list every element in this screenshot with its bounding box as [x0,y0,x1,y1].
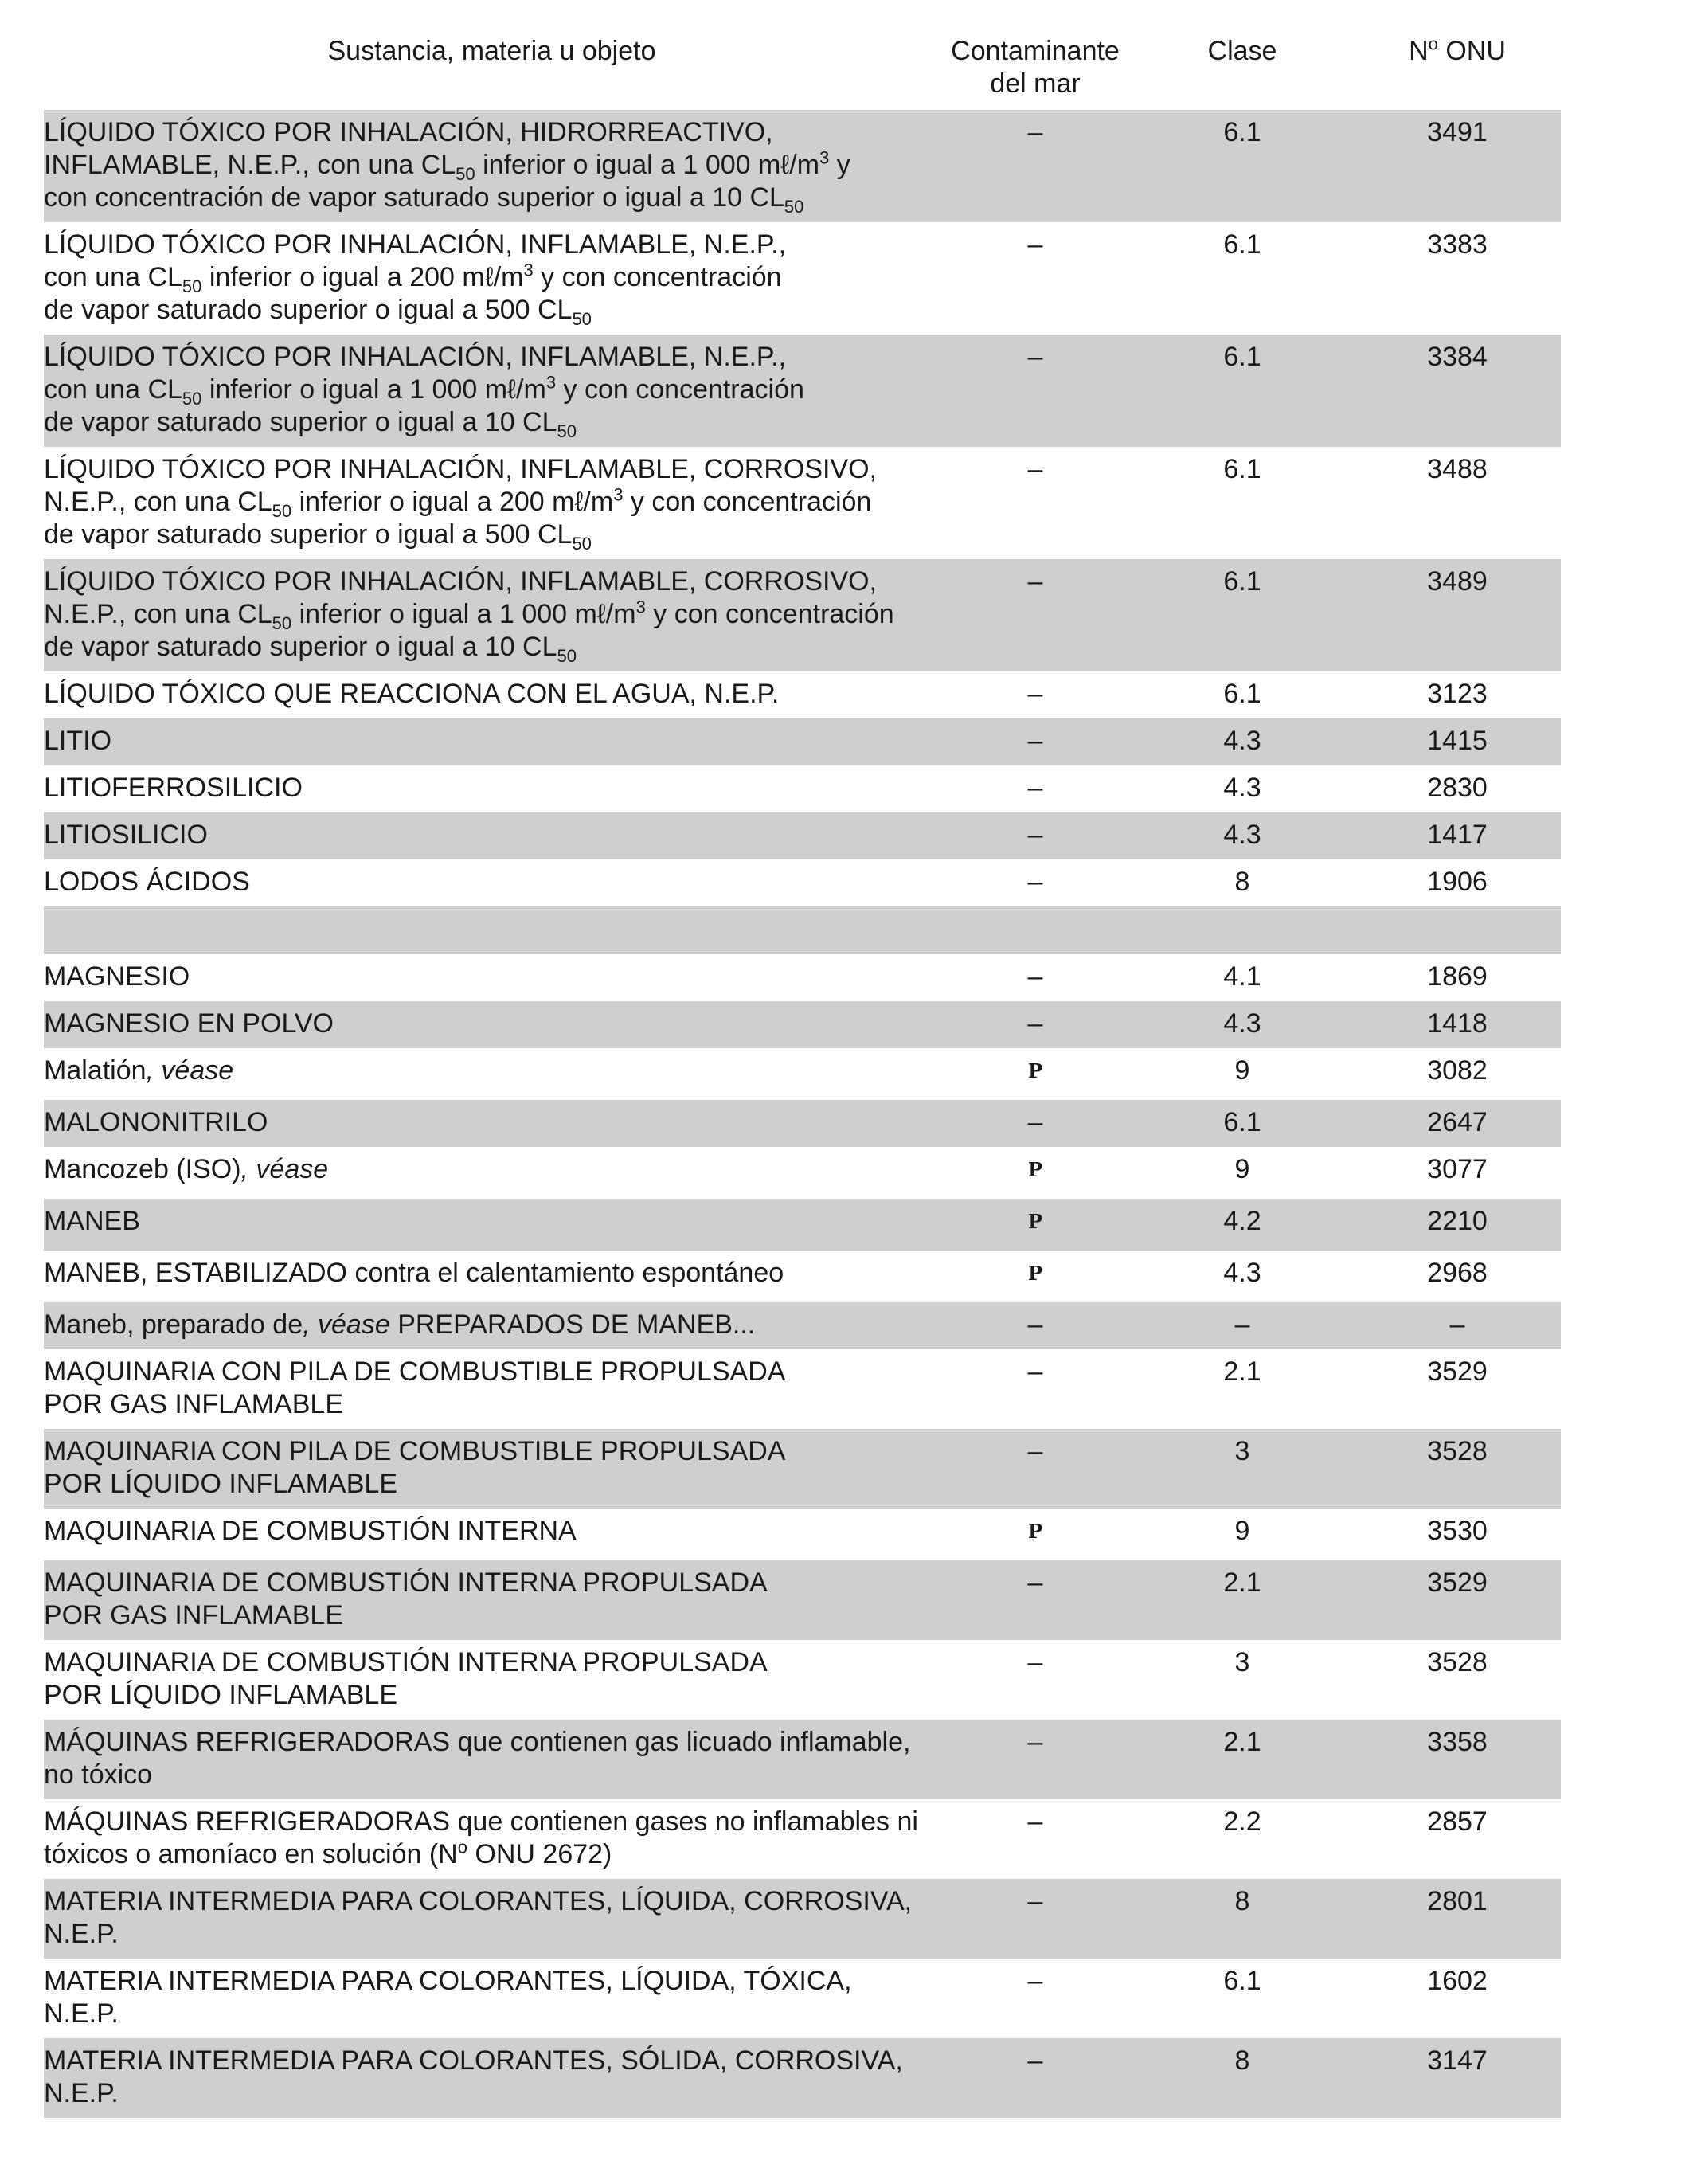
table-row [44,1349,1561,1429]
header-marine-line1: Contaminante [951,36,1120,66]
un-number-cell: 3489 [1354,559,1561,671]
marine-pollutant-cell [940,1147,1131,1199]
marine-pollutant-value: – [1027,1008,1043,1039]
marine-pollutant-cell [940,1879,1131,1959]
marine-pollutant-cell [940,718,1131,765]
substance-name-segment: LITIOFERROSILICIO [44,773,303,803]
substance-name-segment: inferior o igual a 1 000 mℓ/m [201,374,546,405]
substance-name-segment: MAQUINARIA DE COMBUSTIÓN INTERNA PROPULSADA [44,1568,768,1598]
substance-name-segment: o [457,1837,467,1857]
un-number-cell: 2801 [1354,1879,1561,1959]
substance-name-cell [44,1879,940,1959]
substance-name-segment: MAGNESIO [44,961,190,992]
substance-name-cell [44,812,940,859]
substance-name-segment: no tóxico [44,1759,153,1790]
substance-name-cell [44,1199,940,1251]
marine-pollutant-cell [940,1640,1131,1720]
substance-name-segment: 50 [182,388,202,409]
header-un-prefix: N [1409,36,1429,66]
class-cell: 2.1 [1223,1356,1261,1387]
class-cell [1131,906,1354,954]
marine-pollutant-cell [940,1302,1131,1349]
substance-name-segment: POR LÍQUIDO INFLAMABLE [44,1680,397,1710]
substance-name-cell [44,1959,940,2038]
marine-pollutant-value: – [1027,679,1043,709]
table-row [44,2038,1561,2118]
table-row [44,1560,1561,1640]
class-cell: 6.1 [1131,110,1354,222]
substance-name-segment: PREPARADOS DE MANEB... [389,1309,756,1340]
substance-name-cell [44,1251,940,1302]
substance-name-segment: , véase [303,1309,390,1340]
substance-name-segment: LODOS ÁCIDOS [44,867,250,897]
substance-name-segment: MAQUINARIA DE COMBUSTIÓN INTERNA PROPULSADA [44,1647,768,1677]
substance-name-segment: 50 [182,276,202,296]
header-un-suffix: ONU [1437,36,1506,66]
table-row [44,1720,1561,1799]
marine-pollutant-cell [940,1251,1131,1302]
marine-pollutant-mark: P [1027,1158,1043,1181]
substance-name-segment: y con concentración [533,262,782,292]
substance-name-segment: MAQUINARIA DE COMBUSTIÓN INTERNA [44,1516,577,1546]
table-row [44,222,1561,335]
substance-name-cell [44,1001,940,1048]
substance-name-cell [44,1509,940,1560]
substance-name-cell [44,222,940,335]
un-number-cell: 2647 [1354,1100,1561,1147]
substance-name-cell [44,1720,940,1799]
substance-name-segment: MATERIA INTERMEDIA PARA COLORANTES, LÍQUIDA, CORROSIVA, [44,1886,913,1916]
marine-pollutant-value: – [1027,2045,1043,2076]
class-cell: 9 [1234,1055,1250,1086]
table-row [44,671,1561,718]
table-row [44,859,1561,906]
substance-name-segment: 50 [557,645,577,666]
substance-name-segment: 3 [635,597,646,617]
substance-name-segment: con una CL [44,262,182,292]
substance-name-segment: INFLAMABLE, N.E.P., con una CL [44,150,456,180]
un-number-cell: 1602 [1427,1966,1488,1996]
class-cell: 4.1 [1223,961,1261,992]
substance-name-segment: MANEB [44,1206,140,1236]
substance-name-segment: LÍQUIDO TÓXICO QUE REACCIONA CON EL AGUA, N.E.P. [44,679,780,709]
table-row [44,1640,1561,1720]
table-row [44,1199,1561,1251]
substance-name-cell [44,1100,940,1147]
marine-pollutant-value: – [1027,1568,1043,1598]
class-cell: 6.1 [1131,335,1354,447]
table-row [44,1100,1561,1147]
substance-name-segment: y con concentración [623,487,872,517]
substance-name-segment: inferior o igual a 1 000 mℓ/m [475,150,820,180]
substance-name-cell [44,447,940,559]
un-number-cell: – [1354,1302,1561,1349]
table-row [44,447,1561,559]
substance-name-cell [44,1429,940,1509]
substance-name-segment: POR GAS INFLAMABLE [44,1600,343,1630]
header-substance-text: Sustancia, materia u objeto [327,36,656,66]
table-row [44,765,1561,812]
substance-name-segment: N.E.P. [44,1919,119,1949]
marine-pollutant-cell [940,110,1131,222]
substance-name-segment: LÍQUIDO TÓXICO POR INHALACIÓN, INFLAMABLE, CORROSIVO, [44,566,878,597]
substance-name-cell [44,765,940,812]
marine-pollutant-cell [940,1048,1131,1100]
marine-pollutant-cell [940,906,1131,954]
un-number-cell: 2857 [1427,1806,1488,1837]
substance-name-segment: MAGNESIO EN POLVO [44,1008,334,1039]
marine-pollutant-value: – [1027,454,1043,484]
un-number-cell: 3491 [1354,110,1561,222]
substance-name-segment: 50 [572,308,592,329]
substance-name-segment: N.E.P. [44,2078,119,2108]
substance-name-segment: 50 [784,196,804,217]
class-cell: 4.3 [1223,773,1261,803]
substance-name-segment: N.E.P., con una CL [44,599,272,629]
un-number-cell: 1906 [1427,867,1488,897]
marine-pollutant-mark: P [1027,1262,1043,1285]
substance-name-cell [44,559,940,671]
marine-pollutant-value: – [1027,773,1043,803]
substance-name-segment: de vapor saturado superior o igual a 500 CL [44,295,573,325]
marine-pollutant-value: – [1027,1356,1043,1387]
substance-name-cell [44,1799,940,1879]
table-row [44,718,1561,765]
class-cell: 6.1 [1131,559,1354,671]
table-row [44,906,1561,954]
class-cell: 4.3 [1131,812,1354,859]
header-un-sup: o [1428,33,1438,54]
class-cell: 6.1 [1223,229,1261,260]
un-number-cell: 3488 [1427,454,1488,484]
substance-name-segment: 50 [272,613,292,633]
substance-name-cell [44,1048,940,1100]
marine-pollutant-value: – [1027,961,1043,992]
substance-name-segment: MATERIA INTERMEDIA PARA COLORANTES, SÓLIDA, CORROSIVA, [44,2045,903,2076]
marine-pollutant-cell [940,1100,1131,1147]
substance-name-segment: tóxicos o amoníaco en solución (N [44,1839,458,1869]
substance-name-segment: LÍQUIDO TÓXICO POR INHALACIÓN, HIDRORREACTIVO, [44,117,773,147]
class-cell: 2.1 [1131,1720,1354,1799]
un-number-cell: 2210 [1354,1199,1561,1251]
class-cell: 6.1 [1223,454,1261,484]
marine-pollutant-value: – [1027,1806,1043,1837]
marine-pollutant-cell [940,335,1131,447]
header-marine-pollutant [940,32,1131,110]
substance-name-segment: Malatión [44,1055,147,1086]
substance-name-segment: POR GAS INFLAMABLE [44,1389,343,1419]
substance-name-segment: 3 [613,484,624,505]
substance-name-segment: MANEB, ESTABILIZADO contra el calentamiento espontáneo [44,1258,784,1288]
class-cell: 8 [1131,2038,1354,2118]
marine-pollutant-cell [940,1199,1131,1251]
marine-pollutant-cell [940,1349,1131,1429]
header-un-number [1354,32,1561,110]
substance-name-segment: 50 [557,421,577,441]
class-cell: 4.3 [1223,1258,1261,1288]
substance-name-segment: MAQUINARIA CON PILA DE COMBUSTIBLE PROPULSADA [44,1356,786,1387]
un-number-cell: 1417 [1354,812,1561,859]
un-number-cell: 3528 [1427,1647,1488,1677]
un-number-cell: 3358 [1354,1720,1561,1799]
substance-name-cell [44,671,940,718]
substance-name-segment: 3 [545,372,557,393]
dangerous-goods-table [44,32,1561,2118]
class-cell: 2.1 [1131,1560,1354,1640]
class-cell: 6.1 [1223,1966,1261,1996]
substance-name-segment: LITIOSILICIO [44,820,208,850]
un-number-cell: 3528 [1354,1429,1561,1509]
substance-name-segment: MÁQUINAS REFRIGERADORAS que contienen gas licuado inflamable, [44,1727,911,1757]
substance-name-segment: inferior o igual a 200 mℓ/m [291,487,614,517]
substance-name-cell [44,110,940,222]
un-number-cell: 3383 [1427,229,1488,260]
marine-pollutant-cell [940,1560,1131,1640]
un-number-cell: 3529 [1427,1356,1488,1387]
marine-pollutant-cell [940,954,1131,1001]
substance-name-segment: LITIO [44,726,112,756]
substance-name-segment: 3 [523,260,534,280]
marine-pollutant-cell [940,2038,1131,2118]
substance-name-segment: 50 [572,533,592,554]
table-row [44,335,1561,447]
marine-pollutant-cell [940,671,1131,718]
substance-name-segment: ONU 2672) [467,1839,612,1869]
table-row [44,1251,1561,1302]
table-row [44,1302,1561,1349]
table-row [44,1048,1561,1100]
marine-pollutant-value: – [1027,867,1043,897]
header-marine-line2: del mar [990,68,1081,99]
un-number-cell: 3077 [1427,1154,1488,1184]
marine-pollutant-mark: P [1027,1210,1043,1233]
marine-pollutant-cell [940,1429,1131,1509]
marine-pollutant-value: – [1027,1966,1043,1996]
table-row [44,812,1561,859]
marine-pollutant-value: – [1027,566,1043,597]
class-cell: 9 [1234,1154,1250,1184]
substance-name-segment: Maneb, preparado de [44,1309,303,1340]
class-cell: 9 [1234,1516,1250,1546]
header-substance [44,32,940,110]
un-number-cell: 3082 [1427,1055,1488,1086]
substance-name-segment: y con concentración [556,374,804,405]
substance-name-segment: , véase [240,1154,329,1184]
substance-name-segment: 50 [456,163,475,184]
marine-pollutant-value: – [1027,1309,1043,1340]
un-number-cell: 3147 [1354,2038,1561,2118]
marine-pollutant-cell [940,1509,1131,1560]
marine-pollutant-cell [940,1720,1131,1799]
table-row [44,1879,1561,1959]
class-cell: – [1131,1302,1354,1349]
marine-pollutant-cell [940,1799,1131,1879]
marine-pollutant-cell [940,559,1131,671]
un-number-cell: 2968 [1427,1258,1488,1288]
substance-name-segment: Mancozeb (ISO) [44,1154,241,1184]
marine-pollutant-value: – [1027,820,1043,850]
substance-name-segment: de vapor saturado superior o igual a 500 CL [44,519,573,550]
marine-pollutant-value: – [1027,342,1043,372]
substance-name-cell [44,335,940,447]
substance-name-segment: N.E.P., con una CL [44,487,272,517]
marine-pollutant-cell [940,1001,1131,1048]
un-number-cell: 1869 [1427,961,1488,992]
marine-pollutant-value: – [1027,1727,1043,1757]
un-number-cell: 3384 [1354,335,1561,447]
un-number-cell [1354,906,1561,954]
un-number-cell: 2830 [1427,773,1488,803]
marine-pollutant-value: – [1027,117,1043,147]
substance-name-segment: MATERIA INTERMEDIA PARA COLORANTES, LÍQUIDA, TÓXICA, [44,1966,852,1996]
substance-name-segment: 3 [819,147,830,168]
substance-name-segment: con concentración de vapor saturado superior o igual a 10 CL [44,182,784,213]
marine-pollutant-value: – [1027,1886,1043,1916]
class-cell: 8 [1131,1879,1354,1959]
table-row [44,954,1561,1001]
class-cell: 6.1 [1223,679,1261,709]
substance-name-segment: 50 [272,500,292,521]
substance-name-segment: inferior o igual a 1 000 mℓ/m [291,599,636,629]
substance-name-segment: de vapor saturado superior o igual a 10 CL [44,407,557,437]
substance-name-segment: , véase [146,1055,234,1086]
substance-name-segment: y con concentración [645,599,894,629]
un-number-cell: 3530 [1427,1516,1488,1546]
table-row [44,110,1561,222]
un-number-cell: 1418 [1354,1001,1561,1048]
substance-name-segment: LÍQUIDO TÓXICO POR INHALACIÓN, INFLAMABLE, CORROSIVO, [44,454,878,484]
substance-name-segment: LÍQUIDO TÓXICO POR INHALACIÓN, INFLAMABLE, N.E.P., [44,229,787,260]
un-number-cell: 3529 [1354,1560,1561,1640]
table-row [44,559,1561,671]
marine-pollutant-value: – [1027,1436,1043,1466]
class-cell: 8 [1234,867,1250,897]
class-cell: 2.2 [1223,1806,1261,1837]
substance-name-cell [44,859,940,906]
marine-pollutant-cell [940,859,1131,906]
substance-name-segment: MÁQUINAS REFRIGERADORAS que contienen gases no inflamables ni [44,1806,918,1837]
marine-pollutant-mark: P [1027,1520,1043,1543]
substance-name-segment: MALONONITRILO [44,1107,268,1137]
substance-name-segment: inferior o igual a 200 mℓ/m [201,262,524,292]
class-cell: 3 [1131,1429,1354,1509]
substance-name-segment: POR LÍQUIDO INFLAMABLE [44,1469,397,1499]
un-number-cell: 3123 [1427,679,1488,709]
substance-name-segment: MAQUINARIA CON PILA DE COMBUSTIBLE PROPULSADA [44,1436,786,1466]
marine-pollutant-cell [940,1959,1131,2038]
table-row [44,1509,1561,1560]
marine-pollutant-value: – [1027,229,1043,260]
substance-name-cell [44,718,940,765]
substance-name-segment: de vapor saturado superior o igual a 10 CL [44,632,557,662]
table-row [44,1959,1561,2038]
substance-name-segment: y [829,150,850,180]
marine-pollutant-value: – [1027,1647,1043,1677]
marine-pollutant-mark: P [1027,1059,1043,1082]
substance-name-cell [44,1302,940,1349]
table-row [44,1429,1561,1509]
marine-pollutant-cell [940,765,1131,812]
table-row [44,1001,1561,1048]
substance-name-segment: N.E.P. [44,1998,119,2029]
table-row [44,1799,1561,1879]
class-cell: 3 [1234,1647,1250,1677]
header-class [1131,32,1354,110]
substance-name-cell [44,1560,940,1640]
class-cell: 4.2 [1131,1199,1354,1251]
table-body [44,110,1561,2118]
marine-pollutant-cell [940,222,1131,335]
marine-pollutant-value: – [1027,726,1043,756]
marine-pollutant-value: – [1027,1107,1043,1137]
substance-name-cell [44,2038,940,2118]
header-class-text: Clase [1207,36,1277,66]
substance-name-segment: LÍQUIDO TÓXICO POR INHALACIÓN, INFLAMABLE, N.E.P., [44,342,787,372]
substance-name-cell [44,906,940,954]
class-cell: 4.3 [1131,718,1354,765]
table-row [44,1147,1561,1199]
table-header [44,32,1561,110]
class-cell: 4.3 [1131,1001,1354,1048]
substance-name-segment: con una CL [44,374,182,405]
substance-name-cell [44,1349,940,1429]
substance-name-cell [44,954,940,1001]
substance-name-cell [44,1640,940,1720]
marine-pollutant-cell [940,447,1131,559]
class-cell: 6.1 [1131,1100,1354,1147]
un-number-cell: 1415 [1354,718,1561,765]
marine-pollutant-cell [940,812,1131,859]
substance-name-cell [44,1147,940,1199]
